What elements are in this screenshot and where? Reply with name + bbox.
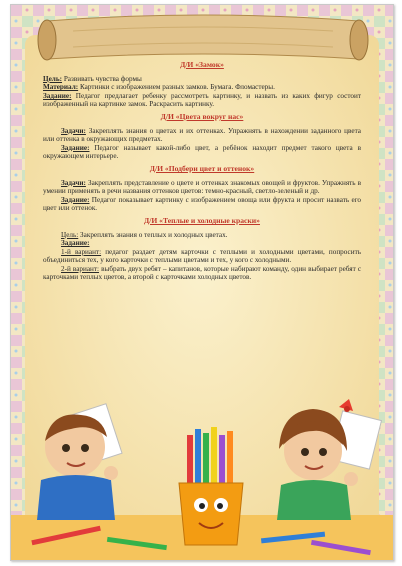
- paragraph: [43, 144, 361, 161]
- paragraph-text: выбрать двух ребят – капитанов, которые набирают команду, один выбирает ребят с карточками теплых цветов, а второй с карточками холодных цветов.: [43, 264, 362, 282]
- paragraph: [43, 92, 361, 109]
- paragraph-text: Закреплять знания о теплых и холодных цветах.: [78, 230, 228, 239]
- term-label: Задание:: [43, 91, 72, 100]
- term-label: Цель:: [61, 230, 79, 239]
- term-label: Задание:: [61, 239, 90, 248]
- document-text: [43, 61, 361, 282]
- paragraph-text: Закреплять представление о цвете и оттенках знакомых овощей и фруктов. Упражнять в умении применять в речи названия оттенков цветов: темно-красный, светло-зеленый и др.: [43, 178, 361, 196]
- document-page: [10, 4, 394, 561]
- pencil-cup: [179, 427, 243, 545]
- paragraph: [43, 265, 361, 282]
- paragraph-text: Развивать чувства формы: [62, 74, 142, 83]
- term-label: Задачи:: [61, 178, 86, 187]
- paragraph-text: Закреплять знания о цветах и их оттенках. Упражнять в нахождении заданного цвета или оттенка в окружающих предметах.: [43, 126, 361, 144]
- term-label: Задание:: [61, 195, 90, 204]
- term-label: Задачи:: [61, 126, 86, 135]
- section-title: Д/И «Теплые и холодные краски»: [144, 215, 260, 225]
- term-label: Цель:: [43, 74, 63, 83]
- paragraph: [43, 83, 361, 92]
- section-title: Д/И «Замок»: [180, 60, 224, 69]
- bottom-illustration: [11, 345, 393, 560]
- term-label: 1-й вариант:: [61, 247, 102, 256]
- girl-illustration: [277, 399, 381, 520]
- paragraph: [43, 231, 361, 240]
- section-title: Д/И «Цвета вокруг нас»: [160, 111, 244, 121]
- paragraph-text: Педагог называет какой-либо цвет, а ребёнок находит предмет такого цвета в окружающем интерьере.: [43, 143, 361, 161]
- paragraph-text: педагог раздает детям карточки с теплыми и холодными цветами, попросить объединиться тех, у кого карточки с теплыми цветами и тех, у кого с холодными.: [43, 247, 362, 265]
- paragraph-text: Педагог показывает картинку с изображением овоща или фрукта и просит назвать его цвет или оттенок.: [43, 195, 361, 213]
- paragraph: [43, 127, 361, 144]
- paragraph-text: Педагог предлагает ребенку рассмотреть картинку, и назвать из каких фигур состоит изображенный на картинке замок. Раскрасить картинку.: [43, 91, 361, 109]
- term-label: Задание:: [61, 143, 90, 152]
- paragraph: [43, 179, 361, 196]
- paragraph: [43, 75, 361, 84]
- paragraph: [43, 248, 361, 265]
- paragraph: [43, 196, 361, 213]
- paragraph-text: Картинки с изображением разных замков. Бумага. Фломастеры.: [78, 83, 275, 92]
- paragraph: [43, 239, 361, 248]
- term-label: Материал:: [43, 83, 79, 92]
- boy-illustration: [37, 404, 122, 520]
- section-title: Д/И «Подбери цвет и оттенок»: [149, 163, 255, 173]
- term-label: 2-й вариант:: [61, 264, 100, 273]
